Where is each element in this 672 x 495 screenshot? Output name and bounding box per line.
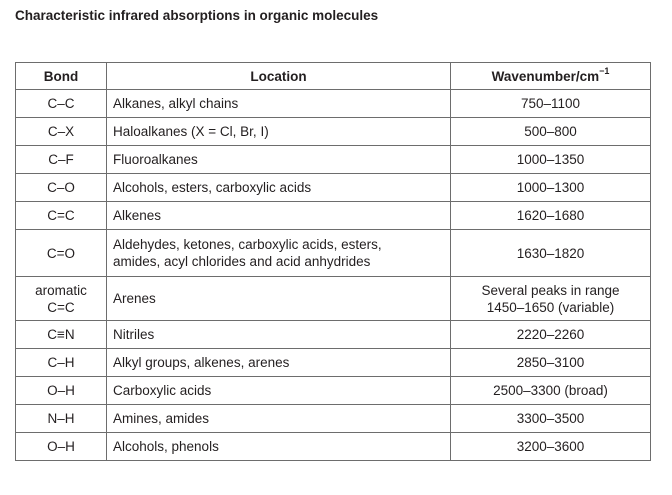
table-row: [16, 377, 651, 405]
header-wavenumber: [451, 63, 651, 90]
table-body: [16, 90, 651, 461]
location-cell: Alkyl groups, alkenes, arenes: [107, 349, 451, 377]
bond-cell: C–H: [16, 349, 107, 377]
location-cell: Fluoroalkanes: [107, 146, 451, 174]
bond-cell: N–H: [16, 405, 107, 433]
table-row: [16, 118, 651, 146]
bond-cell: C=C: [16, 202, 107, 230]
wavenumber-cell: 1620–1680: [451, 202, 651, 230]
wavenumber-cell: 750–1100: [451, 90, 651, 118]
wavenumber-cell: 500–800: [451, 118, 651, 146]
table-row: [16, 230, 651, 277]
bond-cell: C–X: [16, 118, 107, 146]
bond-cell: C–O: [16, 174, 107, 202]
location-cell: Haloalkanes (X = Cl, Br, I): [107, 118, 451, 146]
bond-cell: C–C: [16, 90, 107, 118]
table-row: [16, 90, 651, 118]
ir-absorption-table: [15, 62, 651, 461]
header-wavenumber-superscript: −1: [599, 66, 610, 76]
bond-cell: C≡N: [16, 321, 107, 349]
table-row: [16, 405, 651, 433]
table-header-row: [16, 63, 651, 90]
table-row: [16, 277, 651, 321]
location-cell: Aldehydes, ketones, carboxylic acids, esters, amides, acyl chlorides and acid anhydrides: [107, 230, 451, 277]
wavenumber-cell: Several peaks in range 1450–1650 (variable): [451, 277, 651, 321]
location-cell: Carboxylic acids: [107, 377, 451, 405]
table-row: [16, 433, 651, 461]
wavenumber-cell: 1000–1350: [451, 146, 651, 174]
bond-cell: O–H: [16, 377, 107, 405]
table-row: [16, 349, 651, 377]
page-title: Characteristic infrared absorptions in organic molecules: [15, 8, 379, 23]
table-row: [16, 202, 651, 230]
wavenumber-cell: 2500–3300 (broad): [451, 377, 651, 405]
table-row: [16, 321, 651, 349]
bond-cell: C=O: [16, 230, 107, 277]
header-wavenumber-label: Wavenumber/cm: [491, 68, 600, 84]
bond-cell: aromatic C=C: [16, 277, 107, 321]
wavenumber-cell: 2850–3100: [451, 349, 651, 377]
table-row: [16, 146, 651, 174]
bond-cell: C–F: [16, 146, 107, 174]
wavenumber-cell: 1630–1820: [451, 230, 651, 277]
location-cell: Arenes: [107, 277, 451, 321]
location-cell: Alkenes: [107, 202, 451, 230]
header-bond: Bond: [16, 63, 107, 90]
location-cell: Amines, amides: [107, 405, 451, 433]
location-cell: Nitriles: [107, 321, 451, 349]
bond-cell: O–H: [16, 433, 107, 461]
location-cell: Alcohols, phenols: [107, 433, 451, 461]
table-row: [16, 174, 651, 202]
wavenumber-cell: 1000–1300: [451, 174, 651, 202]
wavenumber-cell: 2220–2260: [451, 321, 651, 349]
header-location: Location: [107, 63, 451, 90]
wavenumber-cell: 3200–3600: [451, 433, 651, 461]
location-cell: Alcohols, esters, carboxylic acids: [107, 174, 451, 202]
wavenumber-cell: 3300–3500: [451, 405, 651, 433]
location-cell: Alkanes, alkyl chains: [107, 90, 451, 118]
